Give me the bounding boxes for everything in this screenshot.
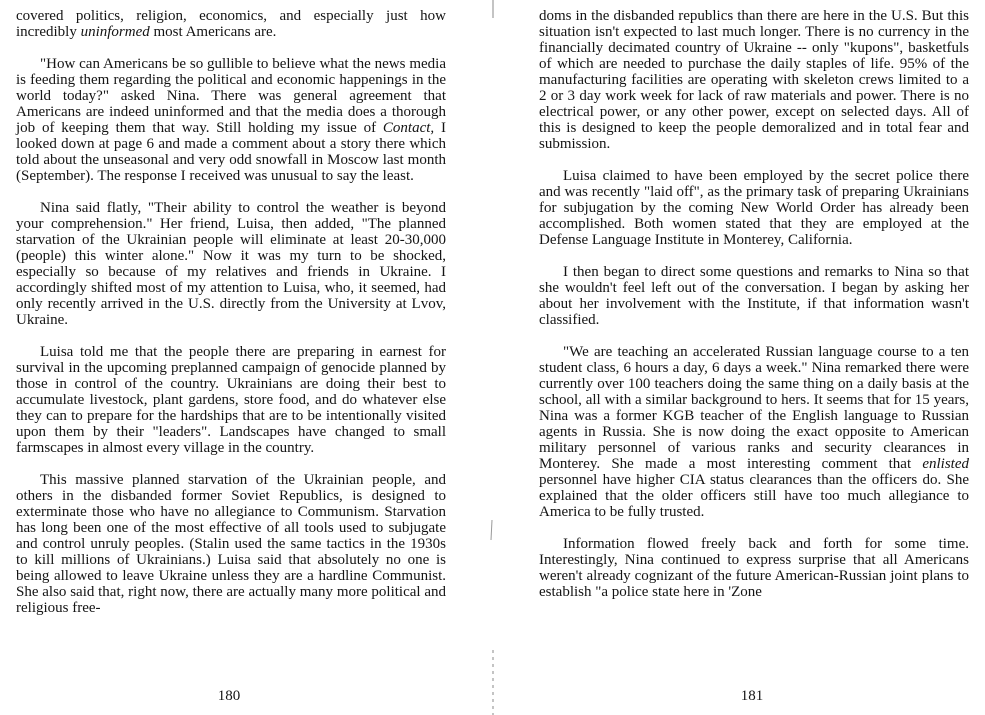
italic-text: enlisted [922,456,969,472]
right-page-text [539,8,969,600]
paragraph: "We are teaching an accelerated Russian language course to a ten student class, 6 hours a day, 6 days a week." Nina remarked there were currently over 100 teachers doing the same thing on a daily basis at the school, all with a similar background to hers. It seems that for 15 years, Nina was a former KGB teacher of the English language to Russian agents in Russia. She is now doing the exact opposite to American military personnel of various ranks and security clearances in Monterey. She made a most interesting comment that enlisted personnel have higher CIA status clearances than the officers do. She explained that the older officers still have too much allegiance to America to be fully trusted. [539,344,969,520]
gutter-line [481,0,505,715]
italic-text: uninformed [80,24,150,40]
paragraph: I then began to direct some questions and remarks to Nina so that she wouldn't feel left out of the conversation. I began by asking her about her involvement with the Institute, if that information wasn't classified. [539,264,969,328]
page-number: 180 [217,688,241,704]
italic-text: Contact, [382,120,435,136]
paragraph: covered politics, religion, economics, and especially just how incredibly uninformed most Americans are. [16,8,446,40]
paragraph: This massive planned starvation of the Ukrainian people, and others in the disbanded former Soviet Republics, is designed to exterminate those who have no allegiance to Communism. Starvation has long been one of the most effective of all tools used to subjugate and control unruly peoples. (Stalin used the same tactics in the 1930s to kill millions of Ukrainians.) Luisa said that absolutely no one is being allowed to leave Ukraine unless they are a hardline Communist. She also said that, right now, there are actually many more political and religious free- [16,472,446,616]
paragraph: Luisa told me that the people there are preparing in earnest for survival in the upcoming preplanned campaign of genocide planned by those in control of the country. Ukrainians are doing their best to accumulate livestock, plant gardens, store food, and do whatever else they can to prepare for the hardships that are to be intentionally visited upon them by their "leaders". Landscapes have changed to small farmscapes in almost every village in the country. [16,344,446,456]
paragraph: Nina said flatly, "Their ability to control the weather is beyond your comprehension." Her friend, Luisa, then added, "The planned starvation of the Ukrainian people will eliminate at least 20-30,000 (people) this winter alone." Now it was my turn to be shocked, especially so because of my relatives and friends in Ukraine. I accordingly shifted most of my attention to Luisa, who, it seemed, had only recently arrived in the U.S. directly from the University at Lvov, Ukraine. [16,200,446,328]
paragraph: "How can Americans be so gullible to believe what the news media is feeding them regarding the political and economic happenings in the world today?" asked Nina. There was general agreement that Americans are indeed uninformed and that the media does a thorough job of keeping them that way. Still holding my issue of Contact, I looked down at page 6 and made a comment about a story there which told about the unseasonal and very odd snowfall in Moscow last month (September). The response I received was unusual to say the least. [16,56,446,184]
paragraph: doms in the disbanded republics than there are here in the U.S. But this situation isn't expected to last much longer. There is no currency in the financially decimated country of Ukraine -- only "kupons", basketfuls of which are needed to purchase the daily staples of life. 95% of the manufacturing facilities are operating with skeleton crews limited to a 2 or 3 day work week for lack of raw materials and power. There is no electrical power, or any other power, except on selected days. All of this is designed to keep the people demoralized and in total fear and submission. [539,8,969,152]
page-number: 181 [740,688,764,704]
paragraph: Luisa claimed to have been employed by the secret police there and was recently "laid off", as the primary task of preparing Ukrainians for subjugation by the coming New World Order has already been accomplished. Both women stated that they are employed at the Defense Language Institute in Monterey, California. [539,168,969,248]
left-page-text [16,8,446,616]
paragraph: Information flowed freely back and forth for some time. Interestingly, Nina continued to express surprise that all Americans weren't already cognizant of the future American-Russian joint plans to establish "a police state here in 'Zone [539,536,969,600]
